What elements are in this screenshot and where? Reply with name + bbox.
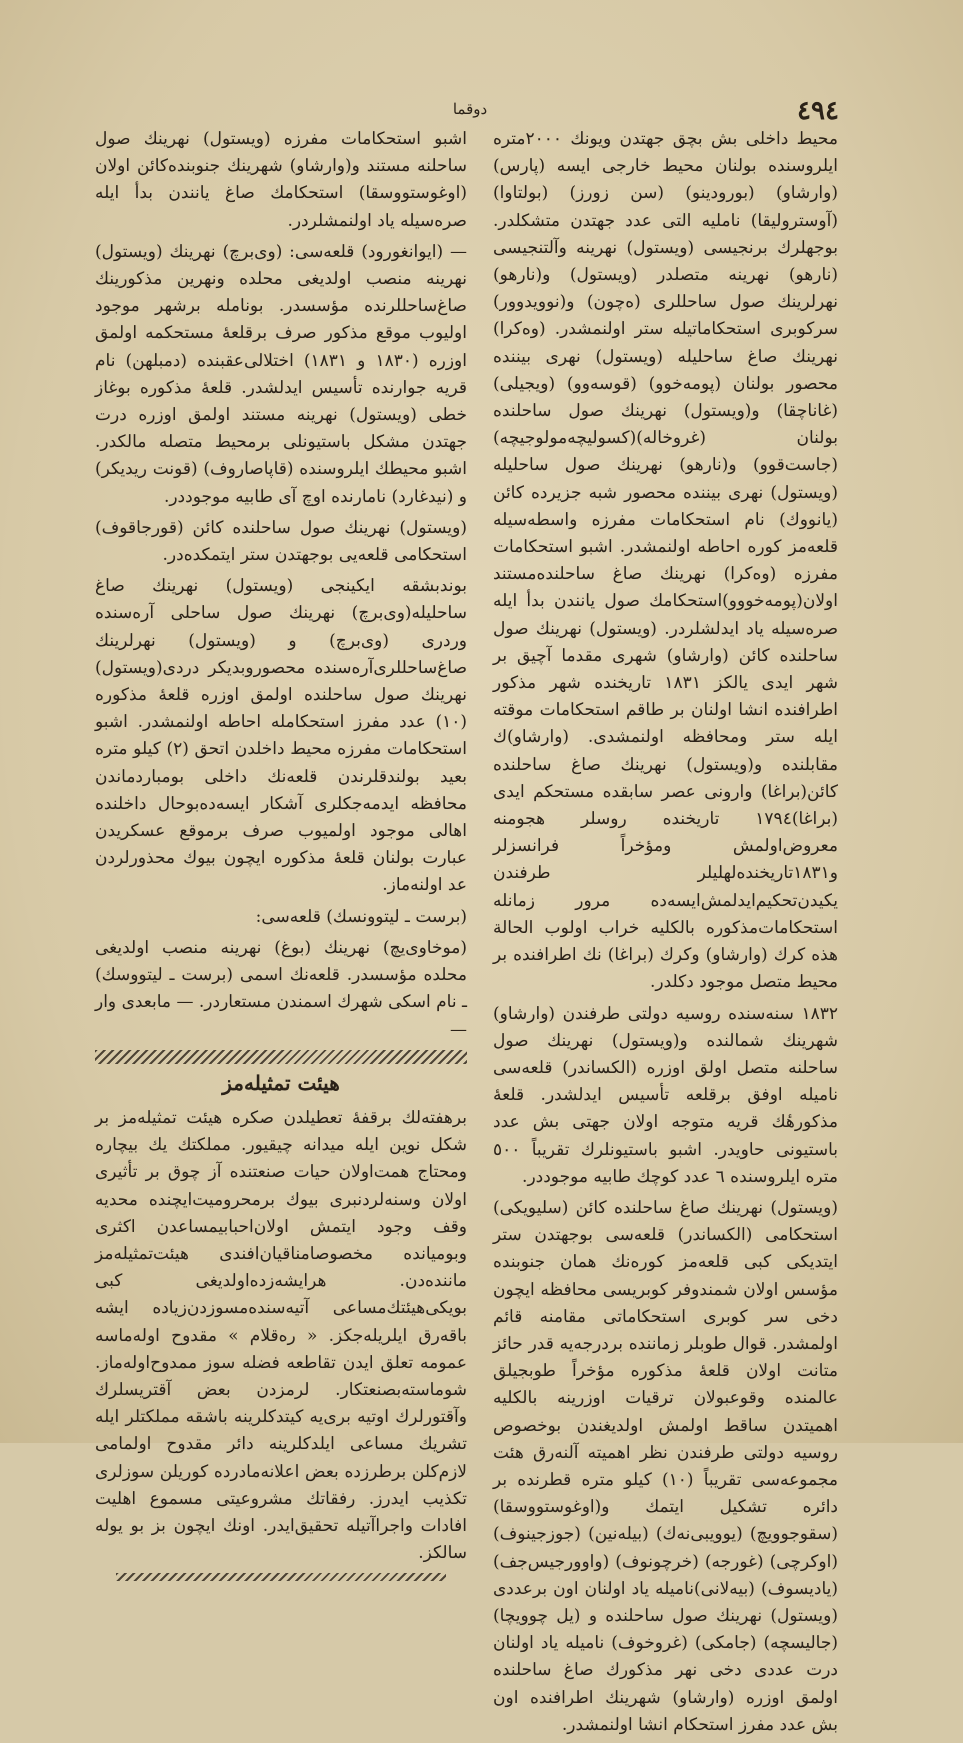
section-title: هیئت تمثیله‌مز [222,1070,340,1095]
running-head: دوقما [452,100,488,118]
page-number: ٤٩٤ [797,96,839,126]
right-column [493,126,838,1743]
right-paragraph-1: محیط داخلی بش بچق جهتدن ویونك ٢٠٠٠متره ایلروسنده بولنان محیط خارجی ایسه (پارس) (وارشاو) (بورودینو) (سن زورز) (بولتاوا) (آوستروليقا) ناملیه التی عدد جهتدن متشکلدر. بوجهلرك برنجیسی (ویستول) نهرینه وآلتنجیسی (نارهو) نهرینه متصلدر (ویستول) و(نارهو) نهرلرینك صول ساحللری (ه‌چون) و(نوویدوور) سرکوبری استحکاماتیله ستر اولنمشدر. (وه‌کرا) نهرینك صاغ ساحلیله (ویستول) نهری بیننده محصور بولنان (پومه‌خوو) (قوسه‌وو) (ویجیلی) (غاناچقا) و(ویستول) نهرینك صول ساحلنده بولنان (غروخاله)(کسولیچه‌مولوجیچه) (جاست‌قوو) و(نارهو) نهرینك صول ساحلیله (ویستول) نهری بیننده محصور شبه جزیرده کائن (یانووك) نام استحکامات مفرزه واسطه‌سیله قلعه‌مز کوره احاطه اولنمشدر. اشبو استحکامات مفرزه (وه‌کرا) نهرینك صاغ ساحلنده‌مستند اولان(پومه‌خووو)استحکامك صول یانندن بدأ ایله صره‌سیله یاد ایدلشلردر. (ویستول) نهرینك صول ساحلنده کائن (وارشاو) شهری مقدما آچیق بر شهر ایدی یالکز ١٨٣١ تاریخنده شهر مذکور اطرافنده انشا اولنان بر طاقم استحکامات موقته ایله ستر ومحافظه اولنمشدی. (وارشاو)ك مقابلنده و(ویستول) نهرینك صاغ ساحلنده کائن(براغا) وارونی عصر سابقده مستحکم ایدی (براغا)١٧٩٤ تاریخنده روسلر هجومنه معروض‌اولمش ومؤخراً فرانسزلر و١٨٣١تاریخنده‌لهلیلر طرفندن یکیدن‌تحکیم‌ایدلمش‌ایسه‌ده مرور زمانله استحکامات‌مذکوره بالکلیه خراب اولوب الحالة هذه کرك (وارشاو) وکرك (براغا) نك اطرافنده بر محیط متصل موجود دکلدر. [493,129,839,993]
left-paragraph-1: اشبو استحکامات مفرزه (ویستول) نهرینك صول ساحلنه مستند و(وارشاو) شهرینك جنوبنده‌کائن اولان (اوغوستووسقا) استحکامك صاغ یانندن بدأ ایله صره‌سیله یاد اولنمشلردر. [95,129,467,231]
left-paragraph-2: — (ایوانغورود) قلعه‌سی: (وی‌برچ) نهرینك (ویستول) نهرینه منصب اولدیغی محلده ونهرین مذکورینك صاغ‌ساحللرنده مؤسسدر. بونامله برشهر موجود اولیوب موقع مذکور صرف برقلعهٔ مستحکمه اولمق اوزره (١٨٣٠ و ١٨٣١) اختلالی‌عقبنده (دمبلهن) نام قریه جوارنده تأسیس ایدلشدر. قلعهٔ مذکوره بوغاز خطی (ویستول) نهرینه مستند اولمق اوزره درت جهتدن مشکل باستیونلی برمحیط متصله مالکدر. اشبو محیطك ایلروسنده (قاپاصاروف) (قونت ریدیکر) و (نیدغارد) نامارنده اوچ آی طابیه موجوددر. [95,241,467,507]
closing-ornament [116,1573,446,1581]
section-paragraph: برهفته‌لك برقفهٔ تعطیلدن صکره هیئت تمثیله‌مز بر شکل نوین ایله میدانه چیقیور. مملکتك یك بیچاره ومحتاج همت‌اولان حیات صنعتنده آز چوق بر تأثیری اولان وسنه‌لردنبری بیوك برمحرومیت‌ایچنده محدیه وقف وجود ایتمش اولان‌احبابیمساعدن اکثری وبومیانده مخصوصا‌مناقیان‌افندی هیئت‌تمثیله‌مز ماننده‌دن. هرایشه‌زده‌اولدیغی کبی بویکی‌هیئتك‌مساعی آتیه‌سنده‌مسوزدن‌زیاده ایشه باقه‌رق ایلریله‌جکز. « ره‌قلام » مقدوح اوله‌ماسه عمومه تعلق ایدن تقاطعه فضله سوز ممدوح‌اوله‌ماز. شوماسته‌بصنعتکار. لرمزدن بعض آقتریسلرك وآقتورلرك اوتیه بری‌یه کیتدکلرینه باشقه مملکتلر ایله تشریك مساعی ایلدکلرینه دائر مقدوح اولمامی لازم‌کلن برطرزده بعض اعلانه‌مادرده کوریلن سوزلری تکذیب ایدرز. رفقاتك مشروعیتی مسموع اهلیت افادات واجراآتیله تحقیق‌ایدر. اونك ایچون بز بو یوله سالکز. [95,1107,467,1564]
left-paragraph-5: (موخاوی‌یچ) نهرینك (بوغ) نهرینه منصب اولدیغی محلده مؤسسدر. قلعه‌نك اسمی (برست ـ لیتووسك) ـ نام اسکی شهرك اسمندن مستعاردر. — مابعدی وار — [95,937,467,1040]
right-paragraph-3: (ویستول) نهرینك صاغ ساحلنده کائن (سلیویکی) استحکامی (الکساندر) قلعه‌سی بوجهتدن ستر ایتدیکی کبی قلعه‌مز کوره‌نك همان جنوبنده مؤسس اولان شمندوفر کوبریسی محافظه ایچون دخی سر کوبری استحکاماتی مقامنه قائم اولمشدر. قوال طوبلر زماننده بردرجه‌یه قدر حائز متانت اولان قلعهٔ مذکوره مؤخراً طوبجیلق عالمنده وقوعبولان ترقیات اوزرینه بالکلیه اهمیتدن ساقط اولمش اولدیغندن بوخصوص روسیه دولتی طرفندن نظر اهمیته آلنه‌رق هئت مجموعه‌سی تقریباً (١٠) کیلو متره قطرنده بر دائره تشکیل ایتمك و(اوغوستووسقا) (سقوجوویچ) (یوویبی‌نه‌ك) (بیله‌نین) (جوزجینوف) (اوکرچی) (غورجه) (خرچونوف) (واوورجیس‌جف) (یادیسوف) (بیه‌لانی)نامیله یاد اولنان اون برعددی (ویستول) نهرینك صول ساحلنده و (یل چوویچا) (جالیسچه) (جامکی) (غروخوف) نامیله یاد اولنان درت عددی دخی نهر مذکورك صاغ ساحلنده اولمق اوزره (وارشاو) شهرینك اطرافنده اون بش عدد مفرز استحکام انشا اولنمشدر. [493,1197,838,1735]
left-column [95,126,467,1581]
left-subheading: (برست ـ لیتوونسك) قلعه‌سی: [255,906,467,927]
right-paragraph-2: ١٨٣٢ سنه‌سنده روسیه دولتی طرفندن (وارشاو) شهرینك شمالنده و(ویستول) نهرینك صول ساحلنه متصل اولق اوزره (الکساندر) قلعه‌سی نامیله اوفق برقلعه تأسیس ایدلشدر. قلعهٔ مذکورهٔك قریه متوجه اولان جهتی بش عدد باستیونی حاویدر. اشبو باستیونلرك تقریباً ٥٠٠ متره ایلروسنده ٦ عدد کوچك طابیه موجوددر. [493,1003,838,1187]
left-paragraph-4: بوندبشقه ایکینجی (ویستول) نهرینك صاغ ساحلیله(وی‌برچ) نهرینك صول ساحلی آره‌سنده وردری (وی‌برچ) و (ویستول) نهرلرینك صاغ‌ساحللری‌آره‌سنده محصوروبدیکر دردی(ویستول) نهرینك صول ساحلنده اولمق اوزره قلعهٔ مذکوره (١٠) عدد مفرز استحکامله احاطه اولنمشدر. اشبو استحکامات مفرزه محیط داخلدن اتحق (٢) کیلو متره بعید بولندقلرندن قلعه‌نك داخلی بومباردماندن محافظه ایدمه‌جکلری آشکار ایسه‌ده‌بوحال داخلنده اهالی موجود اولمیوب صرف برموقع عسکریدن عبارت بولنان قلعهٔ مذکوره ایچون بیوك محذورلردن عد اولنه‌ماز. [95,576,467,896]
left-paragraph-3: (ویستول) نهرینك صول ساحلنده کائن (قورجاقوف) استحکامی قلعه‌یی بوجهتدن ستر ایتمکده‌در. [95,517,467,566]
ornamental-divider [95,1050,467,1064]
